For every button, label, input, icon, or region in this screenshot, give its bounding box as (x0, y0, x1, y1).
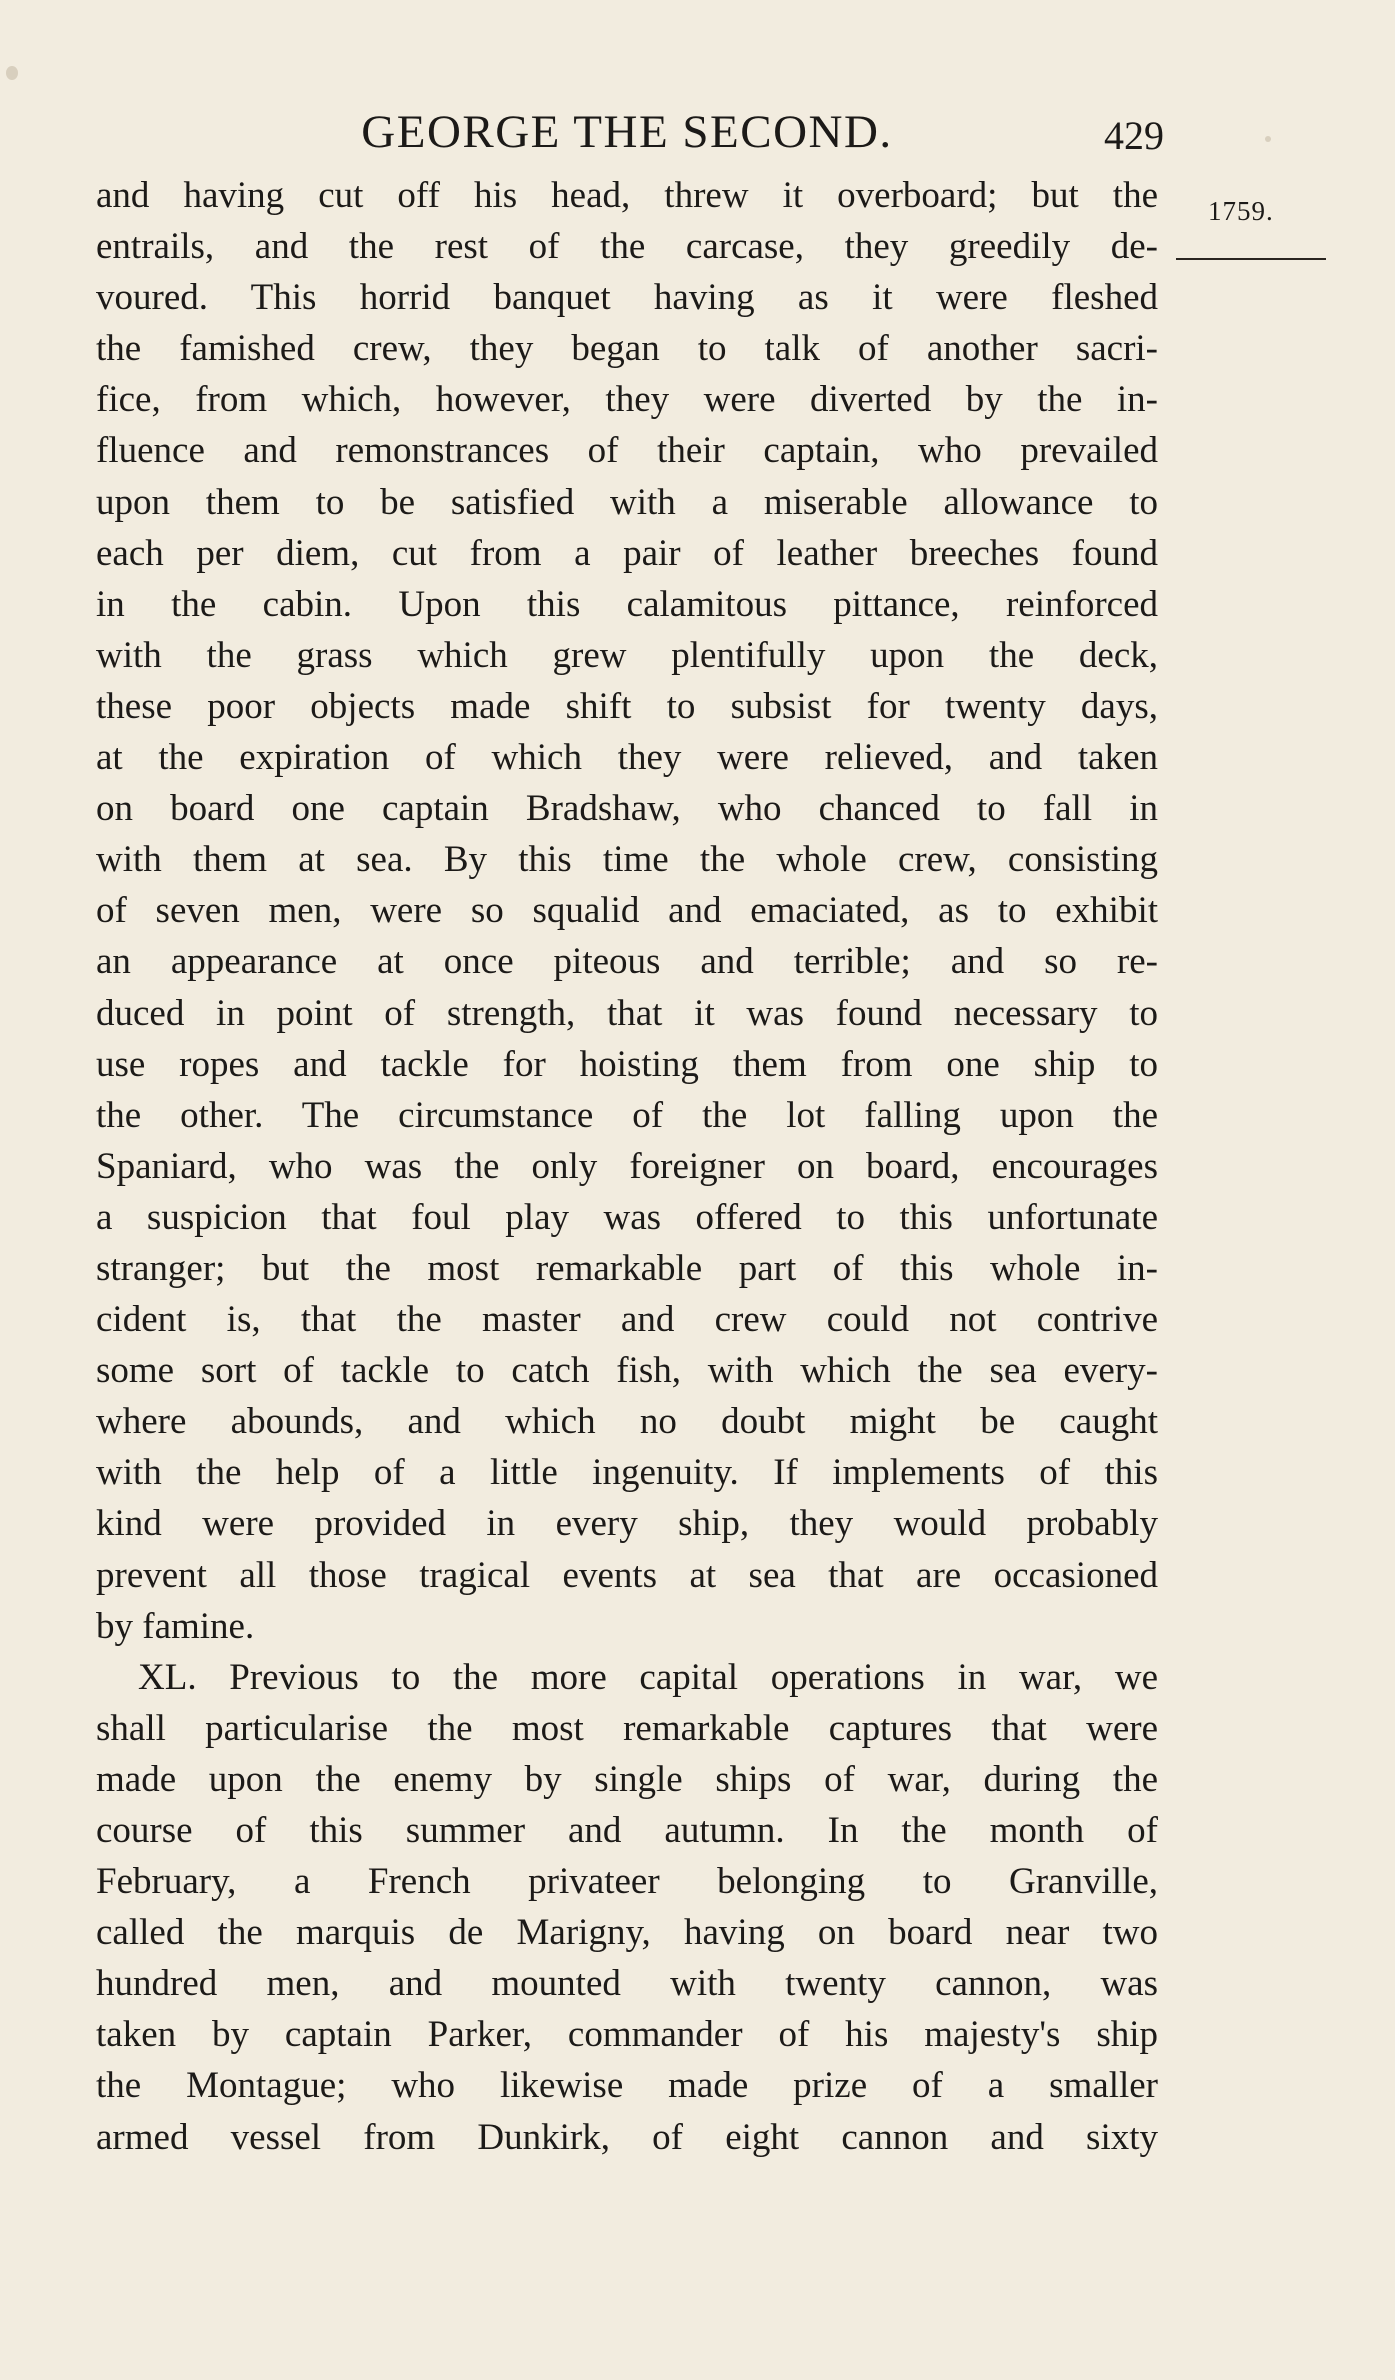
text-line: shall particularise the most remarkable captures that were (96, 1707, 1158, 1749)
text-line: taken by captain Parker, commander of his majesty's ship (96, 2014, 1158, 2056)
text-line: with them at sea. By this time the whole crew, consisting (96, 839, 1158, 881)
text-line: on board one captain Bradshaw, who chanced to fall in (96, 788, 1158, 830)
paper-speck (1265, 136, 1271, 142)
text-line: entrails, and the rest of the carcase, they greedily de- (96, 226, 1158, 268)
paragraph-end-line: by famine. (96, 1605, 255, 1647)
text-line: a suspicion that foul play was offered to this unfortunate (96, 1196, 1158, 1238)
text-line: where abounds, and which no doubt might be caught (96, 1401, 1158, 1443)
text-line: the other. The circumstance of the lot falling upon the (96, 1094, 1158, 1136)
text-line: use ropes and tackle for hoisting them from one ship to (96, 1043, 1158, 1085)
text-line: February, a French privateer belonging to Granville, (96, 1861, 1158, 1903)
text-line: hundred men, and mounted with twenty cannon, was (96, 1963, 1158, 2005)
text-line: made upon the enemy by single ships of war, during the (96, 1758, 1158, 1800)
text-line: an appearance at once piteous and terrible; and so re- (96, 941, 1158, 983)
text-line: prevent all those tragical events at sea that are occasioned (96, 1554, 1158, 1596)
margin-year: 1759. (1208, 196, 1274, 226)
text-line: Spaniard, who was the only foreigner on board, encourages (96, 1145, 1158, 1187)
text-line: each per diem, cut from a pair of leather breeches found (96, 532, 1158, 574)
text-line: upon them to be satisfied with a miserable allowance to (96, 481, 1158, 523)
text-line: the famished crew, they began to talk of another sacri- (96, 328, 1158, 370)
text-line: in the cabin. Upon this calamitous pittance, reinforced (96, 583, 1158, 625)
text-line: with the help of a little ingenuity. If implements of this (96, 1452, 1158, 1494)
text-line: kind were provided in every ship, they would probably (96, 1503, 1158, 1545)
paper-speck (6, 66, 18, 80)
text-line: voured. This horrid banquet having as it were fleshed (96, 277, 1158, 319)
text-line: armed vessel from Dunkirk, of eight cannon and sixty (96, 2116, 1158, 2158)
section-start-line: XL. Previous to the more capital operations in war, we (138, 1656, 1158, 1698)
running-title: GEORGE THE SECOND. (361, 106, 893, 158)
text-line: fice, from which, however, they were diverted by the in- (96, 379, 1158, 421)
text-line: these poor objects made shift to subsist for twenty days, (96, 685, 1158, 727)
text-line: at the expiration of which they were relieved, and taken (96, 737, 1158, 779)
body-text (96, 170, 1158, 2163)
running-head (96, 102, 1164, 162)
margin-rule (1176, 258, 1326, 260)
text-line: called the marquis de Marigny, having on board near two (96, 1912, 1158, 1954)
text-line: fluence and remonstrances of their captain, who prevailed (96, 430, 1158, 472)
text-line: course of this summer and autumn. In the month of (96, 1810, 1158, 1851)
page-number: 429 (1104, 113, 1164, 158)
text-line: and having cut off his head, threw it overboard; but the (96, 175, 1158, 216)
text-line: with the grass which grew plentifully upon the deck, (96, 634, 1158, 676)
text-line: some sort of tackle to catch fish, with which the sea every- (96, 1350, 1158, 1392)
text-line: cident is, that the master and crew could not contrive (96, 1299, 1158, 1341)
text-line: the Montague; who likewise made prize of a smaller (96, 2065, 1158, 2107)
text-line: duced in point of strength, that it was found necessary to (96, 992, 1158, 1034)
text-line: of seven men, were so squalid and emaciated, as to exhibit (96, 890, 1158, 932)
text-line: stranger; but the most remarkable part of this whole in- (96, 1247, 1158, 1289)
